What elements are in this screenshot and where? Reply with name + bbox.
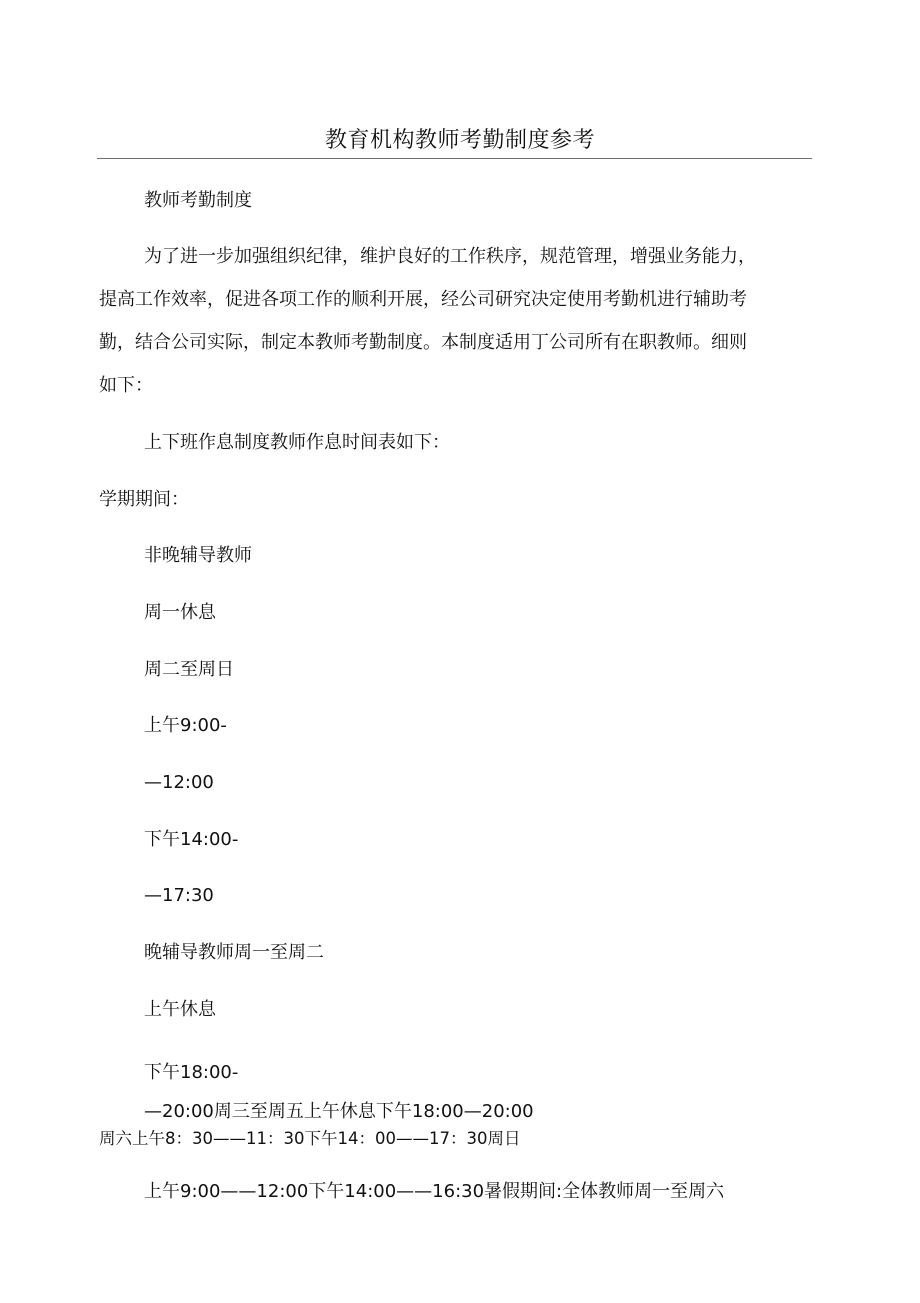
evening-line-a-time: —20:00 [144, 1101, 214, 1122]
intro-line-3: 勤，结合公司实际，制定本教师考勤制度。本制度适用丁公司所有在职教师。细则 [99, 332, 747, 353]
non-evening-afternoon-start: 下午14:00- [144, 829, 239, 850]
non-evening-morning-end: —12:00 [144, 772, 214, 793]
document-title: 教育机构教师考勤制度参考 [324, 128, 595, 153]
evening-morning: 上午休息 [144, 999, 216, 1020]
evening-afternoon-start: 下午18:00- [144, 1062, 239, 1083]
term-label: 学期期间： [99, 489, 189, 510]
section-heading: 教师考勤制度 [144, 190, 252, 211]
non-evening-afternoon-end: —17:30 [144, 885, 214, 906]
non-evening-monday: 周一休息 [144, 602, 216, 623]
non-evening-weekdays: 周二至周日 [144, 659, 234, 680]
non-evening-label: 非晚辅导教师 [144, 545, 252, 566]
non-evening-morning-start: 上午9:00- [144, 715, 227, 736]
schedule-heading: 上下班作息制度教师作息时间表如下： [144, 432, 450, 453]
evening-schedule-line-a [144, 1100, 534, 1124]
evening-schedule-line-b: 周六上午8：30——11：30下午14：00——17：30周日 [99, 1129, 521, 1148]
evening-schedule-line-c: 上午9:00——12:00下午14:00——16:30暑假期间:全体教师周一至周六 [144, 1181, 725, 1202]
title-underline [97, 158, 812, 159]
evening-line-a-text: 周三至周五上午休息下午 [213, 1101, 412, 1122]
intro-line-4: 如下： [99, 375, 153, 396]
intro-line-1: 为了进一步加强组织纪律，维护良好的工作秩序，规范管理，增强业务能力， [144, 246, 756, 267]
intro-line-2: 提高工作效率，促进各项工作的顺利开展，经公司研究决定使用考勤机进行辅助考 [99, 289, 747, 310]
evening-label: 晚辅导教师周一至周二 [144, 942, 324, 963]
evening-line-a-time-range: 18:00—20:00 [411, 1101, 534, 1122]
